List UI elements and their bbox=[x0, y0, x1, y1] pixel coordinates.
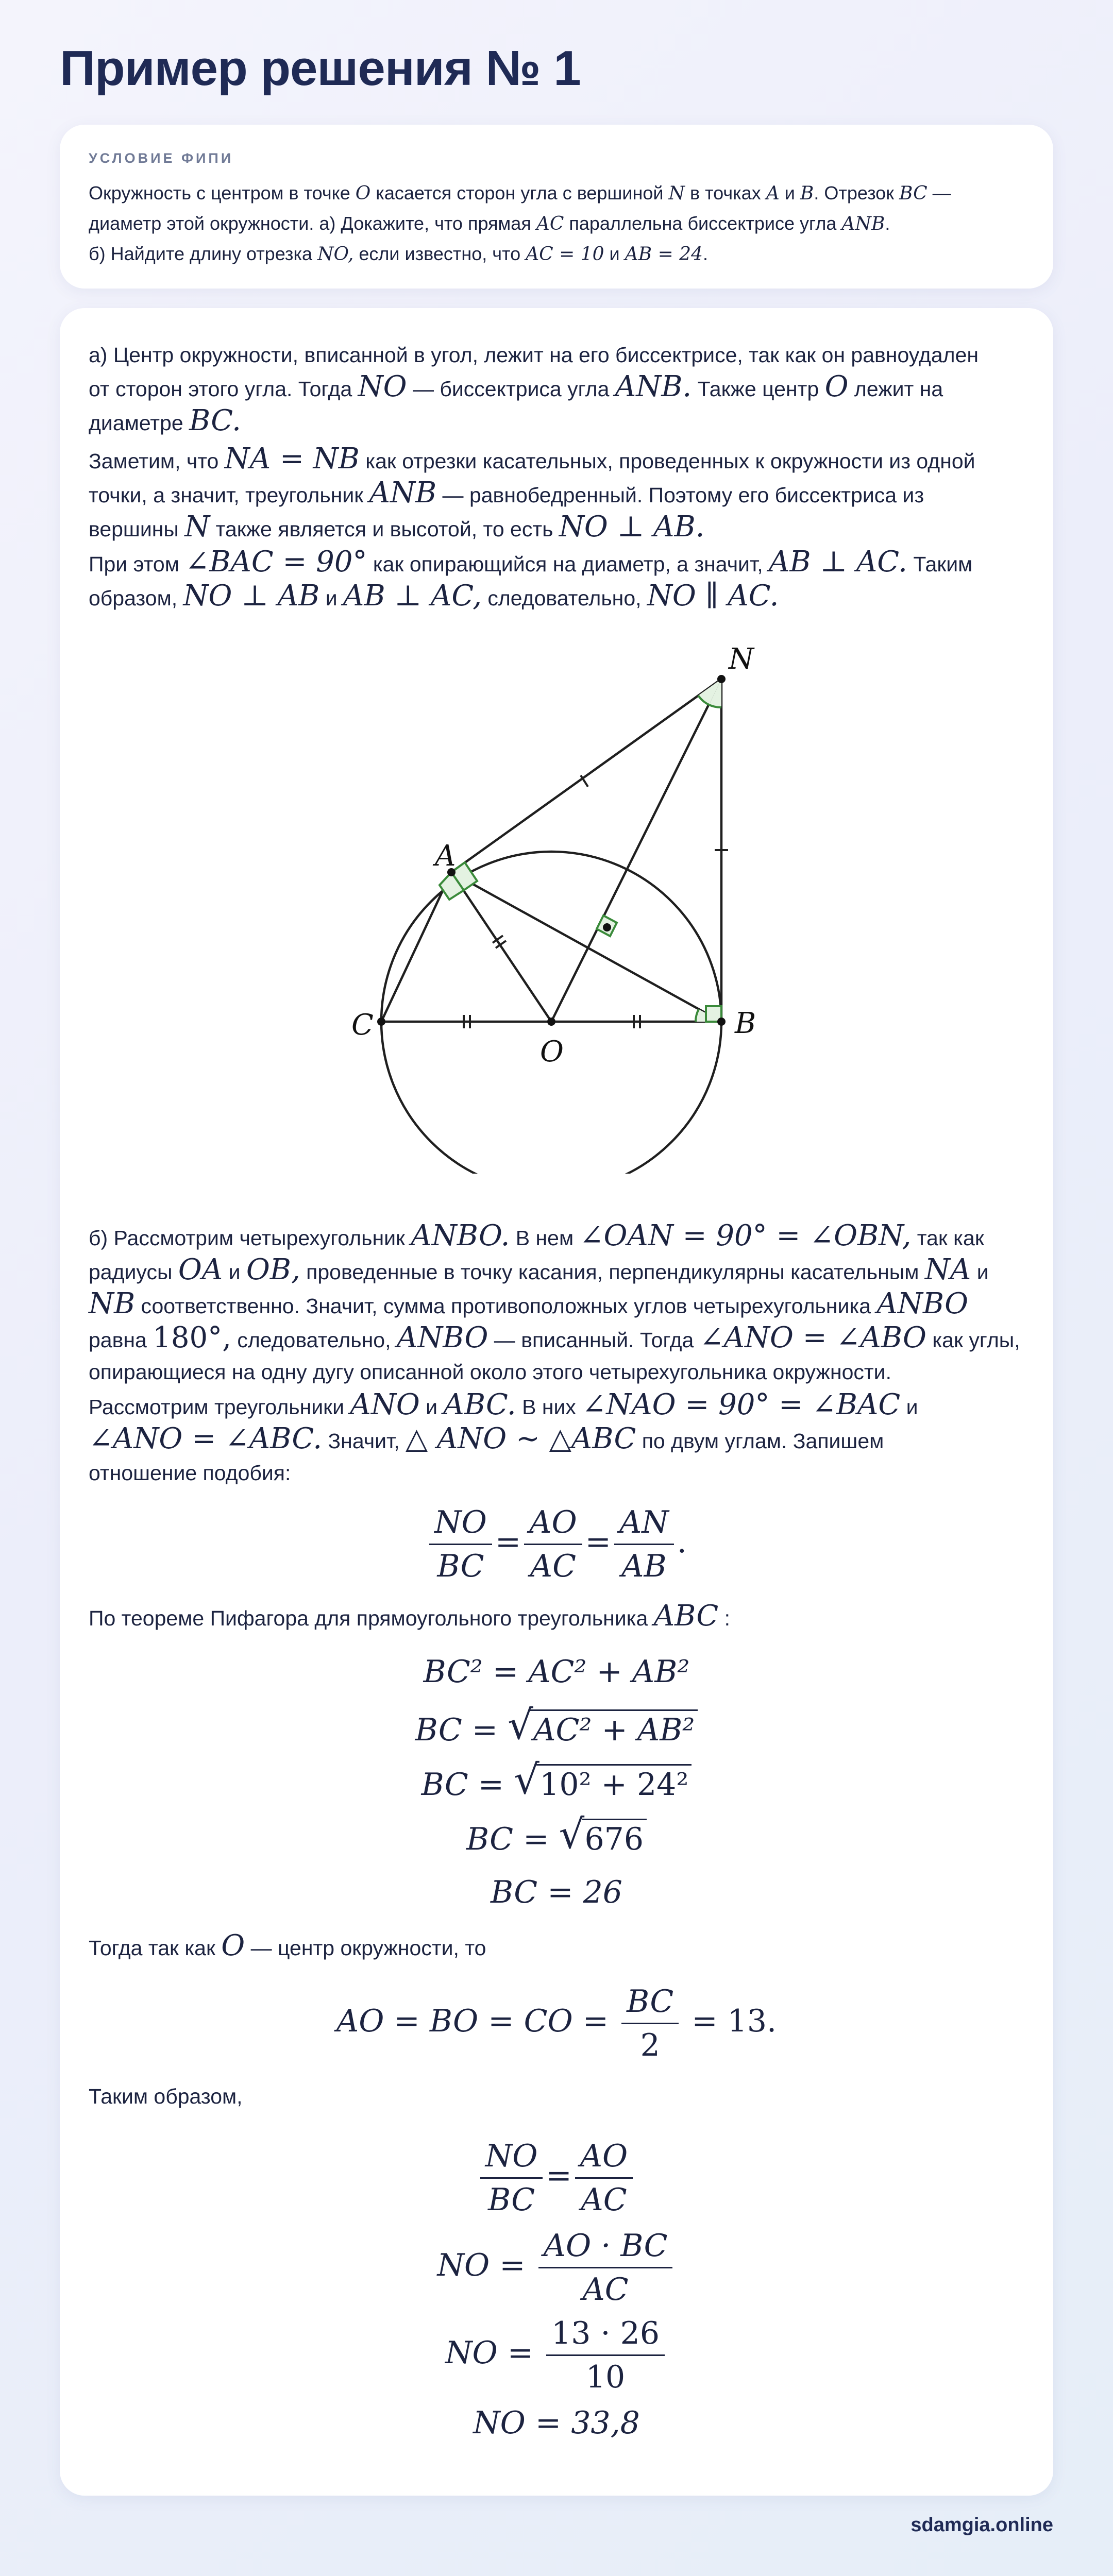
label-O: O bbox=[540, 1035, 564, 1069]
equals-sign: = bbox=[585, 1524, 611, 1561]
denominator: 10 bbox=[585, 2359, 626, 2395]
part-b-paragraph-2 bbox=[89, 1389, 1026, 1489]
label-N: N bbox=[729, 642, 754, 676]
condition-card bbox=[60, 125, 1053, 289]
math-angles-ANO-ABO: ∠ANO = ∠ABO bbox=[699, 1321, 926, 1354]
segment-CA bbox=[381, 872, 451, 1022]
denominator: AB bbox=[621, 1548, 667, 1584]
text-span: образом, bbox=[89, 586, 183, 610]
math-ABC: ABC. bbox=[443, 1388, 516, 1421]
fraction bbox=[429, 1504, 492, 1584]
condition-span: диаметр этой окружности. а) Докажите, что прямая bbox=[89, 213, 536, 234]
text-span: — центр окружности, то bbox=[245, 1936, 486, 1960]
text-span: : bbox=[718, 1606, 730, 1630]
equation-ratio bbox=[60, 2138, 1053, 2218]
fraction bbox=[538, 2228, 673, 2308]
text-span: При этом bbox=[89, 552, 185, 576]
condition-line-1 bbox=[89, 178, 1026, 209]
text-line bbox=[89, 1288, 1026, 1322]
radical-sign: √ bbox=[508, 1702, 533, 1749]
math-O: O bbox=[355, 183, 371, 204]
text-span: и bbox=[223, 1260, 246, 1284]
eq-left: BC = bbox=[466, 1821, 549, 1857]
text-line bbox=[89, 1254, 1026, 1288]
numerator: AN bbox=[614, 1504, 674, 1545]
text-line bbox=[89, 1423, 1026, 1457]
denominator: AC bbox=[582, 2272, 629, 2308]
point-H bbox=[603, 923, 611, 931]
equation-NO-formula bbox=[60, 2228, 1053, 2308]
equation-radius bbox=[60, 1984, 1053, 2063]
radical-sign: √ bbox=[514, 1757, 539, 1803]
fraction bbox=[614, 1504, 674, 1584]
text-line bbox=[89, 1930, 1026, 1964]
segment-AB bbox=[451, 872, 721, 1022]
denominator: AC bbox=[581, 2182, 627, 2218]
text-span: лежит на bbox=[848, 377, 943, 401]
text-line bbox=[89, 1389, 1026, 1423]
condition-span: — bbox=[927, 182, 951, 204]
math-B: B bbox=[800, 183, 814, 204]
math-ANBO: ANBO bbox=[876, 1287, 969, 1320]
math-ANB: ANB. bbox=[615, 370, 692, 403]
text-line bbox=[89, 1356, 1026, 1388]
math-AB-perp-AC: AB ⊥ AC. bbox=[768, 545, 907, 579]
condition-span: в точках bbox=[684, 182, 766, 204]
math-O: O bbox=[221, 1929, 245, 1962]
text-span: соответственно. Значит, сумма противоположных углов четырехугольника bbox=[135, 1294, 877, 1318]
fraction bbox=[480, 2138, 543, 2218]
equation-pythagoras-2 bbox=[60, 1702, 1053, 1749]
text-span: и bbox=[900, 1395, 918, 1419]
text-span: вершины bbox=[89, 517, 185, 541]
label-A: A bbox=[435, 839, 456, 873]
text-span: следовательно, bbox=[231, 1328, 397, 1352]
text-span: Таким образом, bbox=[89, 2084, 243, 2108]
denominator: BC bbox=[488, 2182, 535, 2218]
fraction bbox=[524, 1504, 582, 1584]
math-ANBO: ANBO bbox=[396, 1321, 488, 1354]
square-root bbox=[559, 1811, 647, 1858]
numerator: AO bbox=[575, 2138, 633, 2179]
text-span: В нем bbox=[510, 1226, 580, 1250]
period: . bbox=[677, 1524, 687, 1561]
text-span: и bbox=[971, 1260, 989, 1284]
math-angles-ANO-ABC: ∠ANO = ∠ABC. bbox=[89, 1422, 323, 1455]
square-root bbox=[514, 1757, 692, 1803]
text-line bbox=[89, 1457, 1026, 1489]
math-NA-NB: NA = NB bbox=[224, 442, 360, 476]
numerator: 13 · 26 bbox=[546, 2315, 665, 2356]
text-line bbox=[89, 443, 1026, 477]
math-angles-NAO-BAC: ∠NAO = 90° = ∠BAC bbox=[582, 1388, 901, 1421]
math-NA: NA bbox=[924, 1253, 971, 1286]
equation-similarity bbox=[60, 1504, 1053, 1584]
numerator: NO bbox=[429, 1504, 492, 1545]
page-title: Пример решения № 1 bbox=[60, 41, 581, 96]
math-OB: OB, bbox=[246, 1253, 300, 1286]
text-line bbox=[89, 405, 1026, 439]
text-span: опирающиеся на одну дугу описанной около этого четырехугольника окружности. bbox=[89, 1360, 891, 1384]
radicand: 10² + 24² bbox=[536, 1764, 692, 1803]
radical-sign: √ bbox=[559, 1811, 585, 1858]
text-span: Заметим, что bbox=[89, 449, 225, 473]
segment-AO bbox=[451, 872, 551, 1022]
text-span: отношение подобия: bbox=[89, 1461, 291, 1485]
text-span: проведенные в точку касания, перпендикулярны касательным bbox=[300, 1260, 925, 1284]
math-BC: BC bbox=[899, 183, 927, 204]
math-ABC: ABC bbox=[653, 1599, 719, 1633]
text-line bbox=[89, 1600, 1026, 1634]
condition-span: параллельна биссектрисе угла bbox=[564, 213, 842, 234]
fraction bbox=[546, 2315, 665, 2395]
radicand: AC² + AB² bbox=[530, 1709, 698, 1748]
condition-span: . bbox=[702, 243, 708, 264]
eq-left: AO = BO = CO = bbox=[336, 2003, 609, 2040]
condition-span: б) Найдите длину отрезка bbox=[89, 243, 318, 264]
text-span: Рассмотрим треугольники bbox=[89, 1395, 350, 1419]
text-line bbox=[89, 546, 1026, 580]
point-N bbox=[717, 675, 726, 683]
label-C: C bbox=[351, 1008, 374, 1042]
condition-span: если известно, что bbox=[353, 243, 526, 264]
text-span: как опирающийся на диаметр, а значит, bbox=[367, 552, 769, 576]
text-line bbox=[89, 2080, 1026, 2112]
numerator: NO bbox=[480, 2138, 543, 2179]
condition-line-3 bbox=[89, 239, 1026, 269]
condition-span: . Отрезок bbox=[814, 182, 899, 204]
point-C bbox=[377, 1018, 385, 1026]
site-footer: sdamgia.online bbox=[910, 2514, 1053, 2536]
equation-pythagoras-4 bbox=[60, 1811, 1053, 1858]
math-N: N bbox=[668, 183, 685, 204]
math-ANO: ANO bbox=[350, 1388, 420, 1421]
point-B bbox=[717, 1018, 726, 1026]
square-root bbox=[508, 1702, 698, 1749]
text-span: по двум углам. Запишем bbox=[636, 1429, 884, 1453]
text-span: диаметре bbox=[89, 411, 190, 435]
eq-left: BC = bbox=[415, 1712, 498, 1748]
numerator: AO bbox=[524, 1504, 582, 1545]
text-span: а) Центр окружности, вписанной в угол, лежит на его биссектрисе, так как он равноудален bbox=[89, 343, 979, 367]
point-O bbox=[547, 1018, 555, 1026]
eq-left: NO = bbox=[445, 2335, 534, 2371]
math-O: O bbox=[824, 370, 849, 403]
numerator: BC bbox=[621, 1984, 679, 2024]
math-AC10: AC = 10 bbox=[526, 244, 604, 265]
text-span: Также центр bbox=[692, 377, 825, 401]
math-AC: AC bbox=[536, 213, 564, 234]
math-angle-BAC: ∠BAC = 90° bbox=[185, 545, 367, 579]
text-line bbox=[89, 371, 1026, 405]
part-b-paragraph-3 bbox=[89, 1600, 1026, 1634]
text-line bbox=[89, 1322, 1026, 1356]
equation-pythagoras-5: BC = 26 bbox=[491, 1874, 622, 1910]
text-span: равна bbox=[89, 1328, 153, 1352]
math-BC: BC. bbox=[189, 404, 241, 437]
math-NO-perp-AB: NO ⊥ AB bbox=[183, 579, 320, 613]
math-ANB: ANB bbox=[841, 213, 885, 234]
denominator: BC bbox=[437, 1548, 484, 1584]
text-span: как отрезки касательных, проведенных к окружности из одной bbox=[359, 449, 975, 473]
text-span: — биссектриса угла bbox=[407, 377, 615, 401]
text-span: и bbox=[319, 586, 344, 610]
math-AB-perp-AC: AB ⊥ AC, bbox=[343, 579, 482, 613]
math-A: A bbox=[766, 183, 780, 204]
text-span: радиусы bbox=[89, 1260, 178, 1284]
part-b-paragraph-5 bbox=[89, 2080, 1026, 2112]
condition-span: и bbox=[779, 182, 800, 204]
part-b-paragraph-1 bbox=[89, 1220, 1026, 1388]
math-NO: NO bbox=[358, 370, 407, 403]
math-NB: NB bbox=[89, 1287, 136, 1320]
part-a-paragraph-3 bbox=[89, 546, 1026, 614]
numerator: AO · BC bbox=[538, 2228, 673, 2268]
math-ANB: ANB bbox=[369, 476, 437, 510]
eq-left: NO = bbox=[437, 2247, 526, 2284]
circle bbox=[381, 852, 721, 1174]
text-span: Тогда так как bbox=[89, 1936, 222, 1960]
text-line bbox=[89, 1220, 1026, 1254]
math-ANBO: ANBO. bbox=[411, 1219, 510, 1252]
text-span: — равнобедренный. Поэтому его биссектриса из bbox=[436, 483, 924, 507]
condition-span: касается сторон угла с вершиной bbox=[370, 182, 669, 204]
denominator: 2 bbox=[640, 2027, 660, 2063]
condition-span: и bbox=[604, 243, 625, 264]
math-angles-OAN-OBN: ∠OAN = 90° = ∠OBN, bbox=[579, 1219, 912, 1252]
fraction bbox=[575, 2138, 633, 2218]
text-span: — вписанный. Тогда bbox=[488, 1328, 700, 1352]
condition-span: Окружность с центром в точке bbox=[89, 182, 356, 204]
text-span: По теореме Пифагора для прямоугольного треугольника bbox=[89, 1606, 654, 1630]
segment-ON bbox=[551, 679, 721, 1022]
text-line bbox=[89, 580, 1026, 614]
text-span: и bbox=[419, 1395, 444, 1419]
text-line bbox=[89, 339, 1026, 371]
text-span: Таким bbox=[907, 552, 973, 576]
eq-left: BC = bbox=[421, 1767, 504, 1803]
math-AB24: AB = 24 bbox=[625, 244, 703, 265]
text-span: как углы, bbox=[926, 1328, 1020, 1352]
math-NO: NO, bbox=[317, 244, 354, 265]
solution-card bbox=[60, 308, 1053, 2496]
math-similarity: △ ANO ∼ △ABC bbox=[406, 1422, 636, 1455]
part-a-paragraph-1 bbox=[89, 339, 1026, 439]
math-NO-perp-AB: NO ⊥ AB. bbox=[559, 510, 705, 544]
text-span: точки, а значит, треугольник bbox=[89, 483, 369, 507]
eq-right: = 13. bbox=[692, 2003, 777, 2040]
denominator: AC bbox=[530, 1548, 577, 1584]
text-line bbox=[89, 477, 1026, 511]
radicand: 676 bbox=[582, 1819, 647, 1857]
equals-sign: = bbox=[546, 2158, 572, 2194]
math-N: N bbox=[184, 510, 210, 544]
math-NO-parallel-AC: NO ∥ AC. bbox=[647, 579, 779, 613]
equation-pythagoras-3 bbox=[60, 1757, 1053, 1803]
math-180: 180°, bbox=[153, 1321, 231, 1354]
condition-label: УСЛОВИЕ ФИПИ bbox=[89, 150, 234, 166]
condition-line-2 bbox=[89, 209, 1026, 239]
condition-text bbox=[89, 178, 1026, 269]
part-b-paragraph-4 bbox=[89, 1930, 1026, 1964]
part-a-paragraph-2 bbox=[89, 443, 1026, 545]
equals-sign: = bbox=[495, 1524, 521, 1561]
label-B: B bbox=[735, 1007, 756, 1040]
text-span: В них bbox=[516, 1395, 582, 1419]
text-span: следовательно, bbox=[481, 586, 647, 610]
math-OA: OA bbox=[178, 1253, 223, 1286]
fraction bbox=[621, 1984, 679, 2063]
text-span: также является и высотой, то есть bbox=[210, 517, 559, 541]
segment-AN bbox=[451, 679, 721, 872]
text-span: Значит, bbox=[322, 1429, 406, 1453]
text-span: б) Рассмотрим четырехугольник bbox=[89, 1226, 411, 1250]
text-span: от сторон этого угла. Тогда bbox=[89, 377, 358, 401]
equation-NO-substitution bbox=[60, 2315, 1053, 2395]
text-span: так как bbox=[911, 1226, 984, 1250]
geometry-figure bbox=[328, 628, 812, 1174]
equation-pythagoras-1: BC² = AC² + AB² bbox=[423, 1654, 690, 1690]
text-line bbox=[89, 511, 1026, 545]
equation-NO-result: NO = 33,8 bbox=[473, 2405, 640, 2441]
condition-span: . bbox=[885, 213, 890, 234]
